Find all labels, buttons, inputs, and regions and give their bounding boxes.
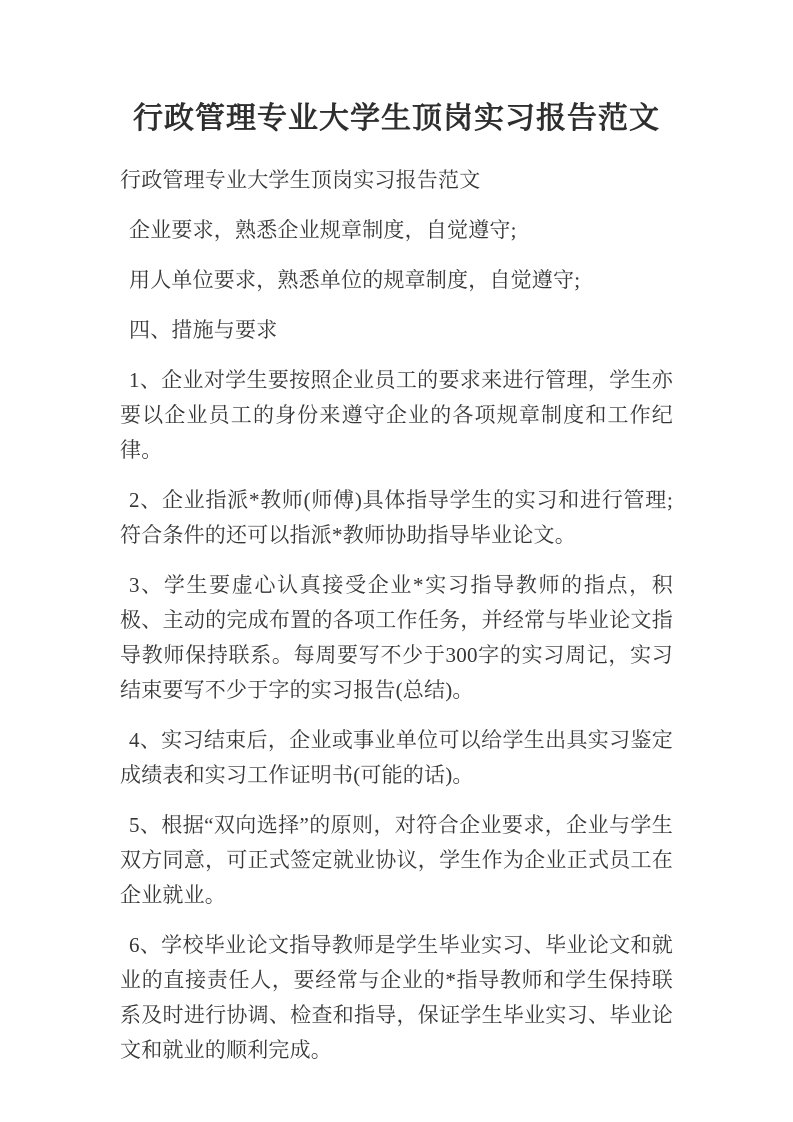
paragraph: 1、企业对学生要按照企业员工的要求来进行管理，学生亦要以企业员工的身份来遵守企业的各项规章制度和工作纪律。 — [120, 368, 673, 462]
document-title: 行政管理专业大学生顶岗实习报告范文 — [133, 102, 660, 135]
paragraph: 4、实习结束后，企业或事业单位可以给学生出具实习鉴定成绩表和实习工作证明书(可能的话)。 — [120, 728, 673, 787]
document-body — [120, 163, 673, 1068]
paragraph: 3、学生要虚心认真接受企业*实习指导教师的指点，积极、主动的完成布置的各项工作任务，并经常与毕业论文指导教师保持联系。每周要写不少于300字的实习周记，实习结束要写不少于字的实习报告(总结)。 — [120, 573, 673, 702]
paragraph: 四、措施与要求 — [129, 318, 278, 342]
paragraph: 6、学校毕业论文指导教师是学生毕业实习、毕业论文和就业的直接责任人，要经常与企业的*指导教师和学生保持联系及时进行协调、检查和指导，保证学生毕业实习、毕业论文和就业的顺利完成。 — [120, 933, 673, 1062]
paragraph: 5、根据“双向选择”的原则，对符合企业要求，企业与学生双方同意，可正式签定就业协议，学生作为企业正式员工在企业就业。 — [120, 813, 673, 907]
paragraph: 2、企业指派*教师(师傅)具体指导学生的实习和进行管理;符合条件的还可以指派*教师协助指导毕业论文。 — [120, 488, 673, 547]
paragraph: 企业要求，熟悉企业规章制度，自觉遵守; — [129, 218, 517, 242]
paragraph: 用人单位要求，熟悉单位的规章制度，自觉遵守; — [129, 268, 581, 292]
paragraph: 行政管理专业大学生顶岗实习报告范文 — [120, 168, 481, 192]
